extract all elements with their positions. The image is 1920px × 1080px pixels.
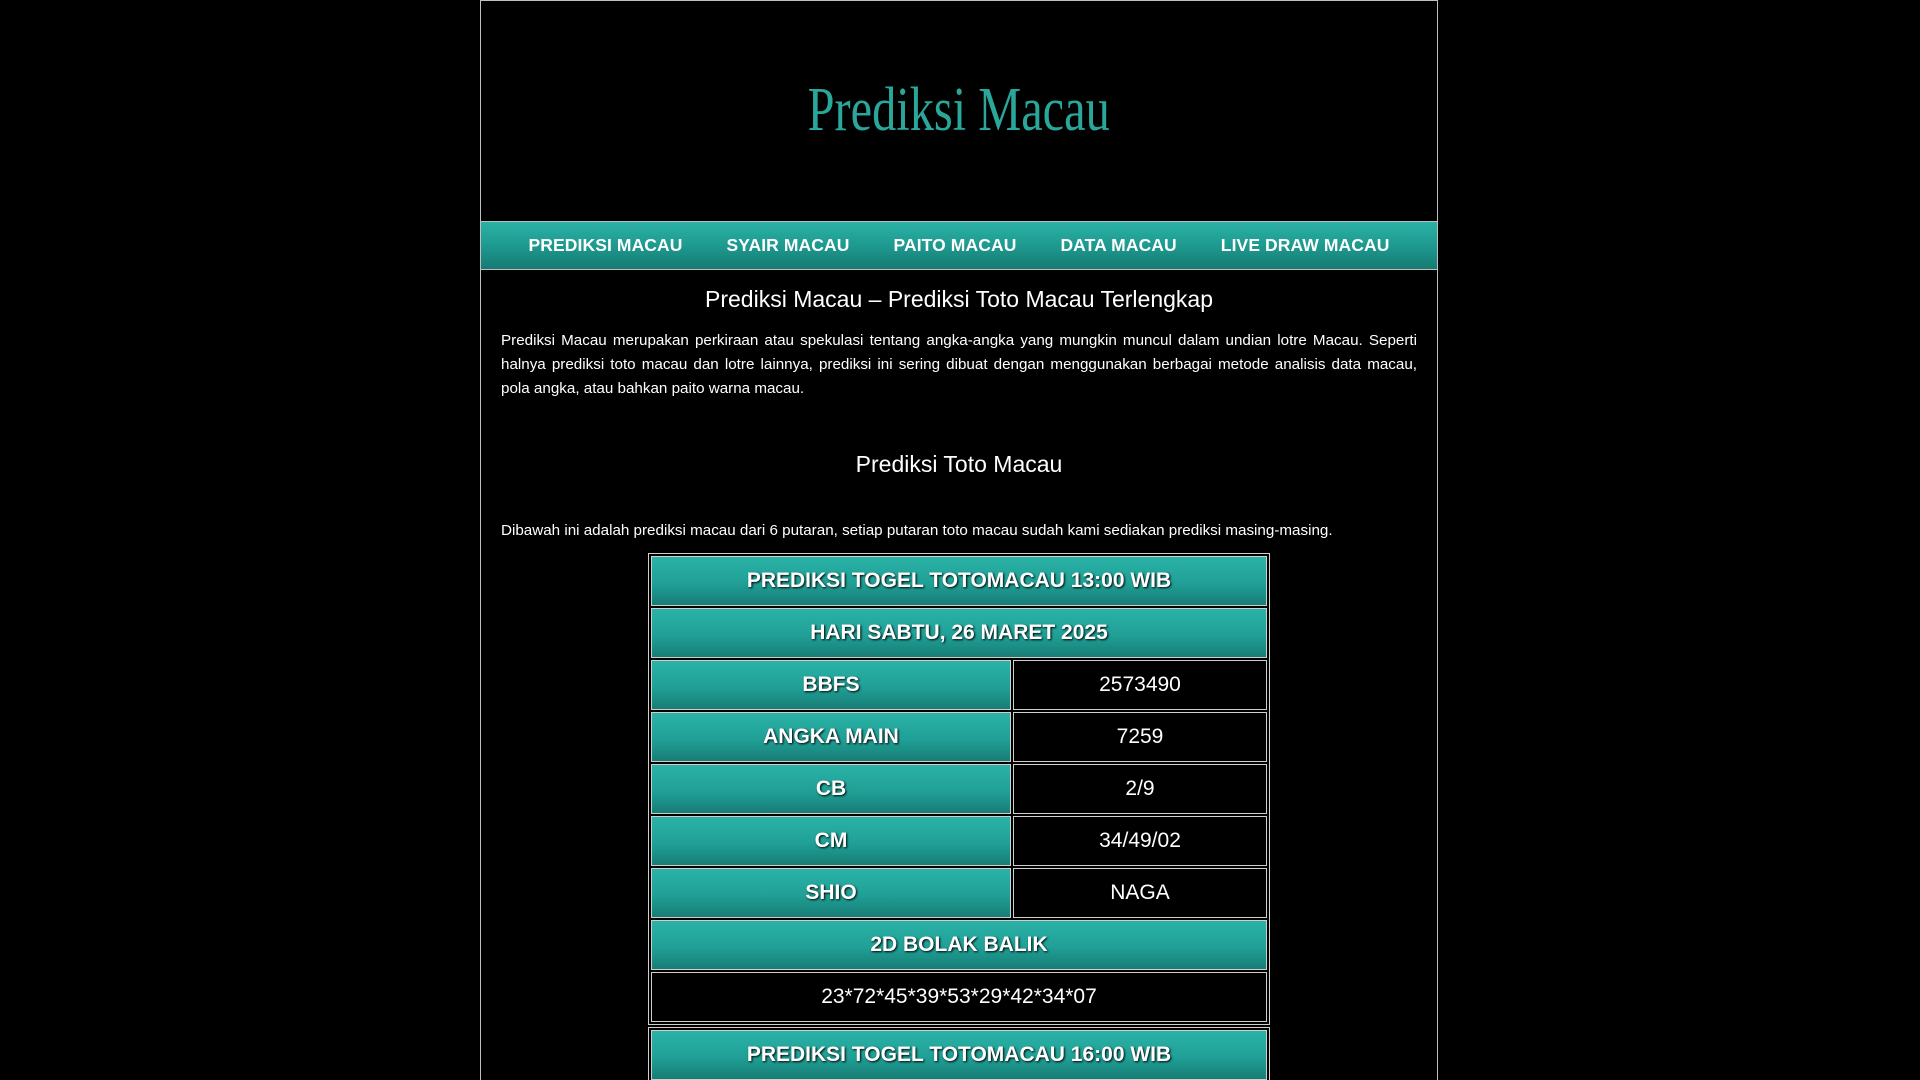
table-row xyxy=(651,816,1267,866)
site-logo[interactable]: Prediksi Macau xyxy=(807,75,1111,144)
table-row xyxy=(651,764,1267,814)
table-row xyxy=(651,712,1267,762)
nav-item-syair-macau[interactable]: SYAIR MACAU xyxy=(726,235,850,255)
row-value-shio: NAGA xyxy=(1013,868,1267,918)
section-title: Prediksi Toto Macau xyxy=(855,451,1063,477)
table-row xyxy=(651,608,1267,658)
page-title: Prediksi Macau – Prediksi Toto Macau Terlengkap xyxy=(705,286,1213,312)
row-value-cm: 34/49/02 xyxy=(1013,816,1267,866)
row-value-angka-main: 7259 xyxy=(1013,712,1267,762)
prediction-header: PREDIKSI TOGEL TOTOMACAU 16:00 WIB xyxy=(651,1030,1267,1080)
site-header xyxy=(481,1,1437,222)
prediction-date: HARI SABTU, 26 MARET 2025 xyxy=(651,608,1267,658)
table-row xyxy=(651,868,1267,918)
page-container xyxy=(480,0,1438,1080)
row-label-cb: CB xyxy=(651,764,1011,814)
row-value-bbfs: 2573490 xyxy=(1013,660,1267,710)
row-label-cm: CM xyxy=(651,816,1011,866)
intro-paragraph: Prediksi Macau merupakan perkiraan atau spekulasi tentang angka-angka yang mungkin muncul dalam undian lotre Macau. Seperti halnya prediksi toto macau dan lotre lainnya, prediksi ini sering dibuat dengan menggunakan berbagai metode analisis data macau, pola angka, atau bahkan paito warna macau. xyxy=(501,332,1417,397)
table-row xyxy=(651,972,1267,1022)
table-row xyxy=(651,556,1267,606)
row-value-cb: 2/9 xyxy=(1013,764,1267,814)
section-description: Dibawah ini adalah prediksi macau dari 6 putaran, setiap putaran toto macau sudah kami sediakan prediksi masing-masing. xyxy=(501,522,1333,539)
table-row xyxy=(651,920,1267,970)
main-navigation xyxy=(481,222,1437,270)
row-label-angka-main: ANGKA MAIN xyxy=(651,712,1011,762)
row-label-bbfs: BBFS xyxy=(651,660,1011,710)
table-row xyxy=(651,1030,1267,1080)
prediction-table-1300 xyxy=(648,553,1270,1025)
nav-item-live-draw-macau[interactable]: LIVE DRAW MACAU xyxy=(1220,235,1390,255)
nav-item-data-macau[interactable]: DATA MACAU xyxy=(1060,235,1177,255)
nav-item-paito-macau[interactable]: PAITO MACAU xyxy=(893,235,1017,255)
bolak-balik-value: 23*72*45*39*53*29*42*34*07 xyxy=(651,972,1267,1022)
row-label-shio: SHIO xyxy=(651,868,1011,918)
prediction-table-1600 xyxy=(648,1027,1270,1080)
prediction-header: PREDIKSI TOGEL TOTOMACAU 13:00 WIB xyxy=(651,556,1267,606)
nav-item-prediksi-macau[interactable]: PREDIKSI MACAU xyxy=(528,235,683,255)
bolak-balik-label: 2D BOLAK BALIK xyxy=(651,920,1267,970)
article-content xyxy=(481,286,1437,1080)
table-row xyxy=(651,660,1267,710)
